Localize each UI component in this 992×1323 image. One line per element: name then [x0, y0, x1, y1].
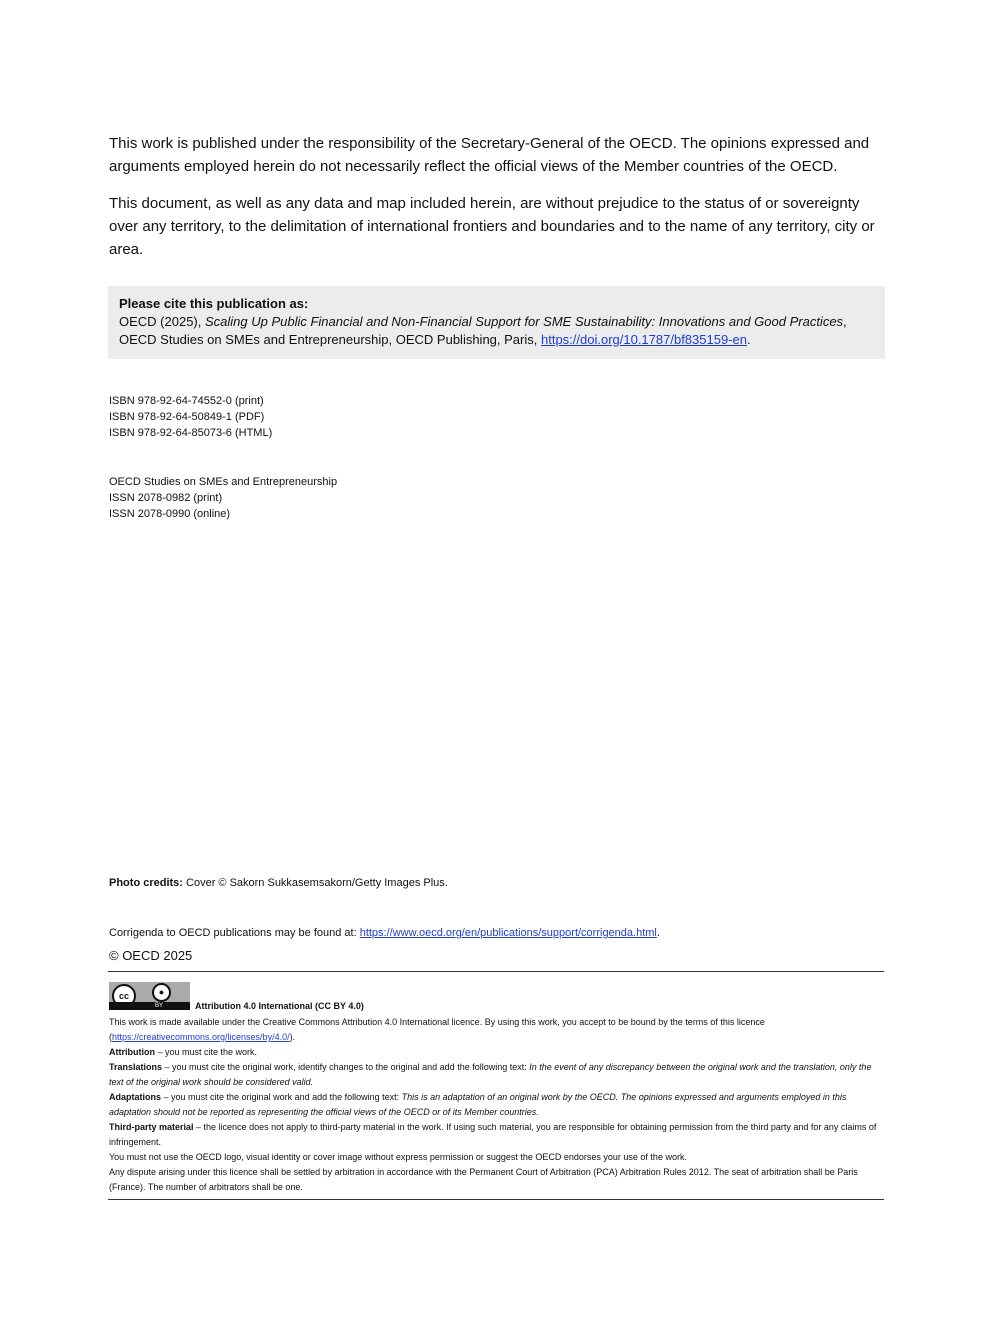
- isbn-pdf: ISBN 978-92-64-50849-1 (PDF): [109, 411, 265, 423]
- licence-logo: You must not use the OECD logo, visual identity or cover image without express permission or suggest the OECD endorses your use of the work.: [109, 1152, 687, 1162]
- issn-online: ISSN 2078-0990 (online): [109, 508, 231, 520]
- isbn-html: ISBN 978-92-64-85073-6 (HTML): [109, 427, 273, 439]
- attribution-label: Attribution: [109, 1047, 155, 1057]
- isbn-print: ISBN 978-92-64-74552-0 (print): [109, 395, 264, 407]
- series-info: [109, 474, 884, 522]
- person-icon: ●: [152, 983, 171, 1002]
- adaptations-text: – you must cite the original work and add the following text:: [161, 1092, 402, 1102]
- citation-heading: Please cite this publication as:: [119, 296, 309, 311]
- third-party-text: – the licence does not apply to third-party material in the work. If using such material, you are responsible for obtaining permission from the third party and for any claims of infringement.: [109, 1122, 877, 1147]
- photo-credits: [109, 877, 884, 889]
- attribution-text: – you must cite the work.: [154, 1047, 258, 1057]
- series-name: OECD Studies on SMEs and Entrepreneurship: [109, 476, 338, 488]
- divider-top: [108, 971, 884, 972]
- licence-link[interactable]: https://creativecommons.org/licenses/by/4.0/: [112, 1032, 290, 1042]
- doi-link[interactable]: https://doi.org/10.1787/bf835159-en: [540, 332, 747, 347]
- adaptations-label: Adaptations: [109, 1092, 162, 1102]
- citation-text: [119, 313, 875, 349]
- corrigenda-suffix: .: [656, 927, 660, 939]
- licence-translations: [109, 1060, 884, 1090]
- badge-bar: [109, 1002, 190, 1010]
- corrigenda: [109, 927, 884, 939]
- citation-suffix: .: [746, 332, 751, 347]
- issn-print: ISSN 2078-0982 (print): [109, 492, 223, 504]
- cc-icon: cc: [112, 984, 136, 1008]
- divider-bottom: [108, 1199, 884, 1200]
- licence-attribution: [109, 1045, 884, 1060]
- corrigenda-text: Corrigenda to OECD publications may be found at:: [109, 927, 360, 939]
- corrigenda-link[interactable]: https://www.oecd.org/en/publications/support/corrigenda.html: [359, 927, 657, 939]
- translations-italic: In the event of any discrepancy between the original work and the translation, only the text of the original work should be considered valid.: [109, 1062, 872, 1087]
- third-party-label: Third-party material: [109, 1122, 194, 1132]
- cc-by-badge-icon: [109, 982, 190, 1010]
- citation-middle: , OECD Studies on SMEs and Entrepreneurship, OECD Publishing, Paris,: [119, 314, 847, 347]
- isbn-list: [109, 393, 884, 441]
- licence-third-party: [109, 1120, 884, 1150]
- translations-label: Translations: [109, 1062, 163, 1072]
- copyright: © OECD 2025: [109, 948, 193, 963]
- badge-by-text: BY: [155, 1003, 164, 1009]
- licence-title: Attribution 4.0 International (CC BY 4.0): [195, 1001, 364, 1011]
- citation-title: Scaling Up Public Financial and Non-Financial Support for SME Sustainability: Innovations and Good Practices: [204, 314, 844, 329]
- licence-intro: [109, 1015, 884, 1045]
- licence-dispute: Any dispute arising under this licence shall be settled by arbitration in accordance with the Permanent Court of Arbitration (PCA) Arbitration Rules 2012. The seat of arbitration shall be Paris (France). The number of arbitrators shall be one.: [109, 1167, 858, 1192]
- territory-disclaimer-paragraph: This document, as well as any data and map included herein, are without prejudice to the status of or sovereignty over any territory, to the delimitation of international frontiers and boundaries and to the name of any territory, city or area.: [109, 195, 875, 258]
- citation-box: [108, 286, 885, 359]
- translations-text: – you must cite the original work, identify changes to the original and add the following text:: [162, 1062, 530, 1072]
- photo-credits-text: Cover © Sakorn Sukkasemsakorn/Getty Images Plus.: [182, 877, 448, 889]
- disclaimer-paragraph: This work is published under the responsibility of the Secretary-General of the OECD. The opinions expressed and arguments employed herein do not necessarily reflect the official views of the Member countries of the OECD.: [109, 135, 870, 175]
- citation-prefix: OECD (2025),: [119, 314, 205, 329]
- photo-credits-label: Photo credits:: [109, 877, 183, 889]
- licence-adaptations: [109, 1090, 884, 1120]
- licence-text: [109, 1015, 884, 1195]
- adaptations-italic: This is an adaptation of an original work by the OECD. The opinions expressed and arguments employed in this adaptation should not be reported as representing the official views of the OECD or of its Member countries.: [109, 1092, 847, 1117]
- licence-intro-end: ).: [289, 1032, 296, 1042]
- licence-intro-text: This work is made available under the Creative Commons Attribution 4.0 International licence. By using this work, you accept to be bound by the terms of this licence (: [109, 1017, 765, 1042]
